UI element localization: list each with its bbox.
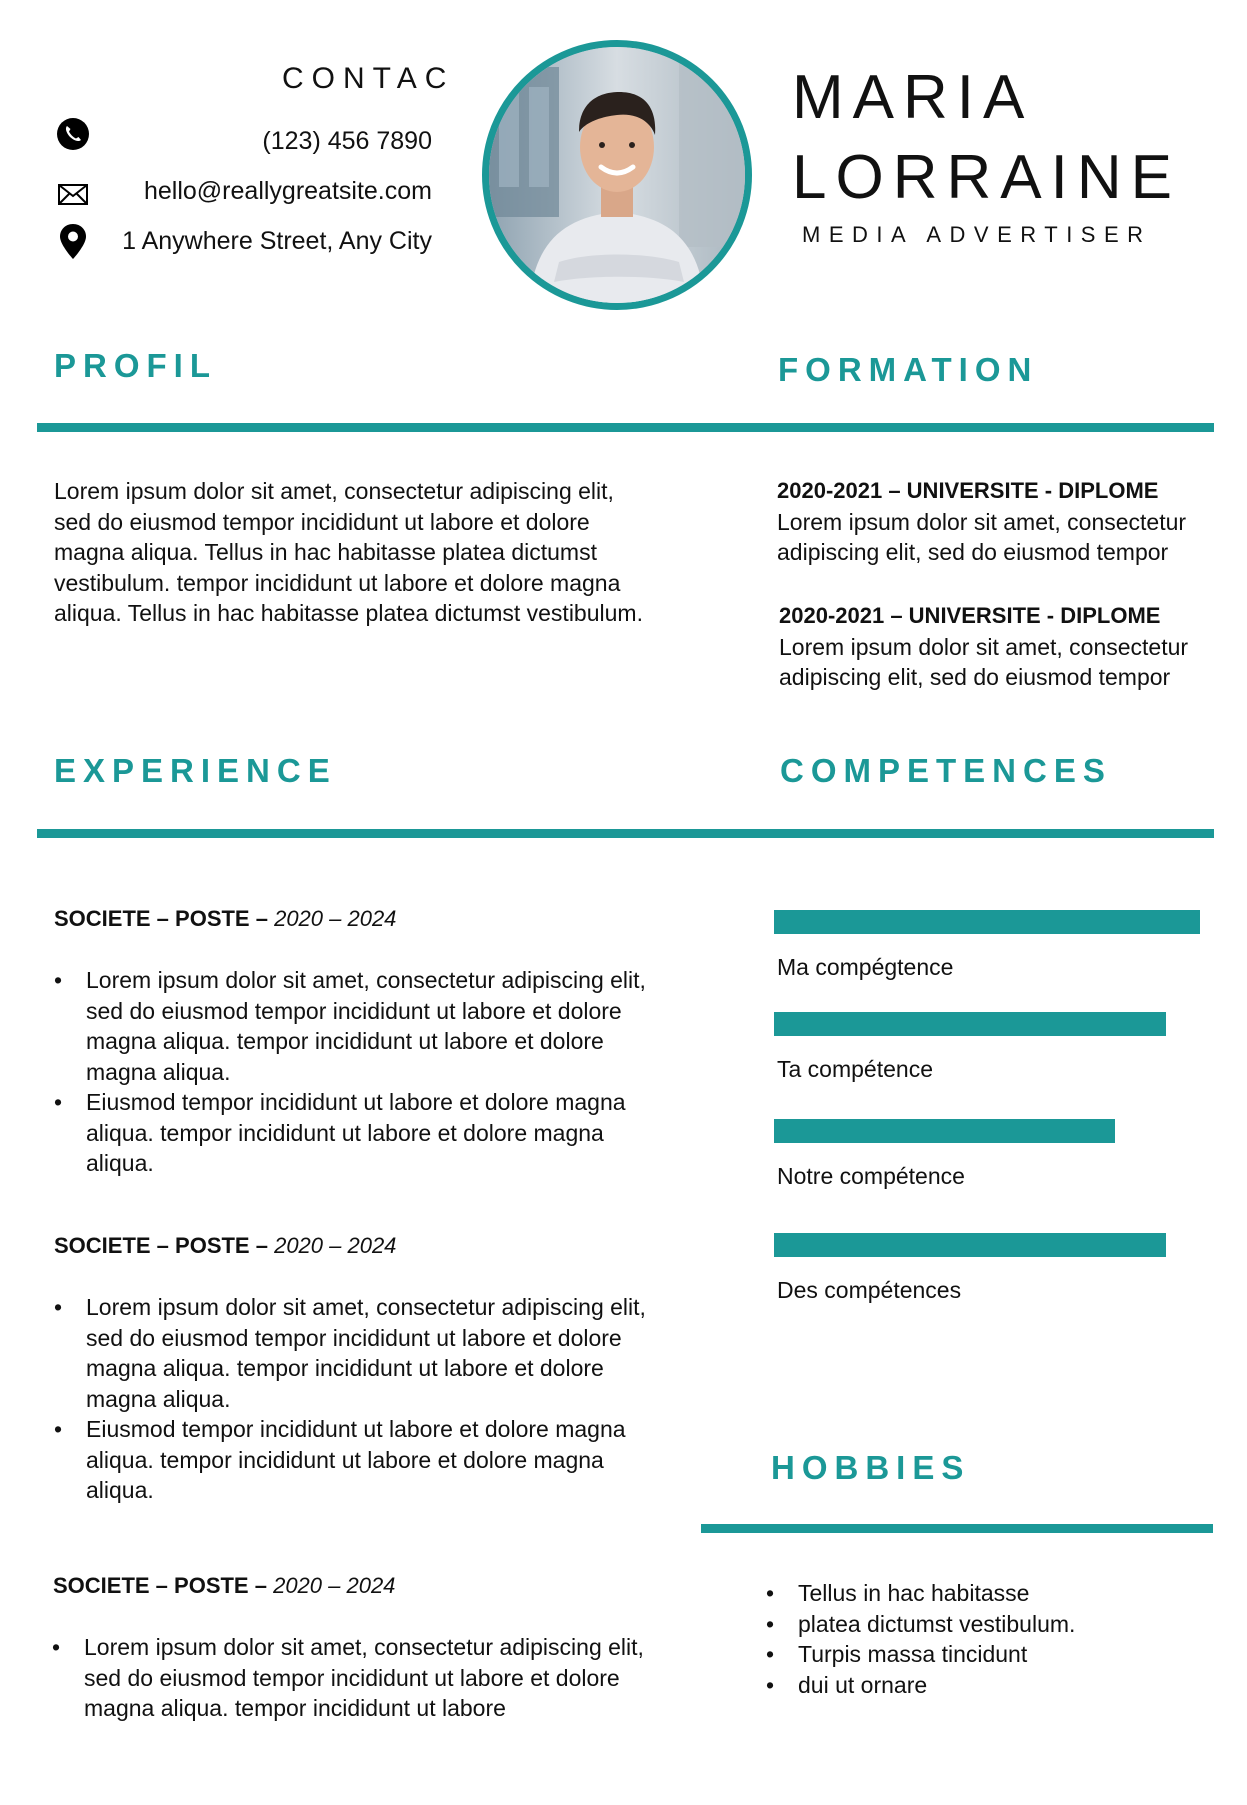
contact-title: CONTAC: [282, 62, 455, 95]
job-company: SOCIETE – POSTE –: [53, 1573, 274, 1598]
skill-bar: [774, 910, 1200, 934]
job-bullet: • Lorem ipsum dolor sit amet, consectetur adipiscing elit, sed do eiusmod tempor incididunt ut labore et dolore magna aliqua. tempor incididunt ut labore: [52, 1632, 647, 1724]
hobby-item: • Turpis massa tincidunt: [766, 1639, 1186, 1670]
section-divider-middle: [37, 829, 1214, 838]
skill-label: Ta compétence: [777, 1056, 933, 1082]
skill-label: Notre compétence: [777, 1163, 965, 1189]
hobby-item: • platea dictumst vestibulum.: [766, 1609, 1186, 1640]
experience-heading: EXPERIENCE: [54, 752, 337, 789]
contact-address: 1 Anywhere Street, Any City: [122, 227, 432, 255]
contact-phone: (123) 456 7890: [262, 127, 432, 155]
job-bullets: [54, 1292, 649, 1506]
skill-label: Des compétences: [777, 1277, 962, 1303]
skill-label: Ma compégtence: [777, 954, 954, 980]
job-dates: 2020 – 2024: [274, 1233, 397, 1258]
portrait-image: [489, 47, 745, 303]
hobby-item: • Tellus in hac habitasse: [766, 1578, 1186, 1609]
formation-title: 2020-2021 – UNIVERSITE - DIPLOME: [779, 603, 1161, 628]
formation-heading: FORMATION: [778, 351, 1039, 388]
skill-bar: [774, 1233, 1166, 1257]
hobbies-list: [766, 1578, 1186, 1700]
map-pin-icon: [56, 222, 90, 262]
competences-heading: COMPETENCES: [780, 752, 1112, 789]
job-heading: [53, 1573, 395, 1599]
contact-email: hello@reallygreatsite.com: [143, 177, 432, 205]
phone-icon: [56, 117, 90, 151]
job-bullets: [52, 1632, 647, 1724]
hobbies-heading: HOBBIES: [771, 1449, 971, 1486]
job-role: MEDIA ADVERTISER: [802, 222, 1152, 247]
skill-bar: [774, 1012, 1166, 1036]
job-bullets: [54, 965, 649, 1179]
hobby-item: • dui ut ornare: [766, 1670, 1186, 1701]
job-bullet: • Eiusmod tempor incididunt ut labore et dolore magna aliqua. tempor incididunt ut labore et dolore magna aliqua.: [54, 1414, 649, 1506]
job-company: SOCIETE – POSTE –: [54, 906, 275, 931]
job-dates: 2020 – 2024: [274, 906, 397, 931]
profile-photo: [482, 40, 752, 310]
name-block: [792, 58, 1181, 218]
formation-text: Lorem ipsum dolor sit amet, consectetur adipiscing elit, sed do eiusmod tempor: [779, 633, 1189, 690]
profil-heading: PROFIL: [54, 347, 217, 384]
job-company: SOCIETE – POSTE –: [54, 1233, 275, 1258]
last-name: LORRAINE: [792, 143, 1181, 212]
job-heading: [54, 1233, 396, 1259]
job-bullet: • Eiusmod tempor incididunt ut labore et dolore magna aliqua. tempor incididunt ut labore et dolore magna aliqua.: [54, 1087, 649, 1179]
formation-item: [777, 476, 1217, 568]
profil-text: Lorem ipsum dolor sit amet, consectetur adipiscing elit, sed do eiusmod tempor incididunt ut labore et dolore magna aliqua. Tellus in hac habitasse platea dictumst vestibulum. tempor incididunt ut labore et dolore magna aliqua. Tellus in hac habitasse platea dictumst vestibulum.: [54, 478, 643, 626]
formation-title: 2020-2021 – UNIVERSITE - DIPLOME: [777, 478, 1159, 503]
job-dates: 2020 – 2024: [273, 1573, 396, 1598]
job-bullet: • Lorem ipsum dolor sit amet, consectetur adipiscing elit, sed do eiusmod tempor incididunt ut labore et dolore magna aliqua. tempor incididunt ut labore et dolore magna aliqua.: [54, 1292, 649, 1414]
formation-text: Lorem ipsum dolor sit amet, consectetur adipiscing elit, sed do eiusmod tempor: [777, 508, 1187, 565]
first-name: MARIA: [792, 63, 1034, 132]
job-heading: [54, 906, 396, 932]
section-divider-top: [37, 423, 1214, 432]
skill-bar: [774, 1119, 1115, 1143]
envelope-icon: [56, 177, 90, 211]
section-divider-hobbies: [701, 1524, 1213, 1533]
job-bullet: • Lorem ipsum dolor sit amet, consectetur adipiscing elit, sed do eiusmod tempor incididunt ut labore et dolore magna aliqua. tempor incididunt ut labore et dolore magna aliqua.: [54, 965, 649, 1087]
formation-item: [779, 601, 1219, 693]
